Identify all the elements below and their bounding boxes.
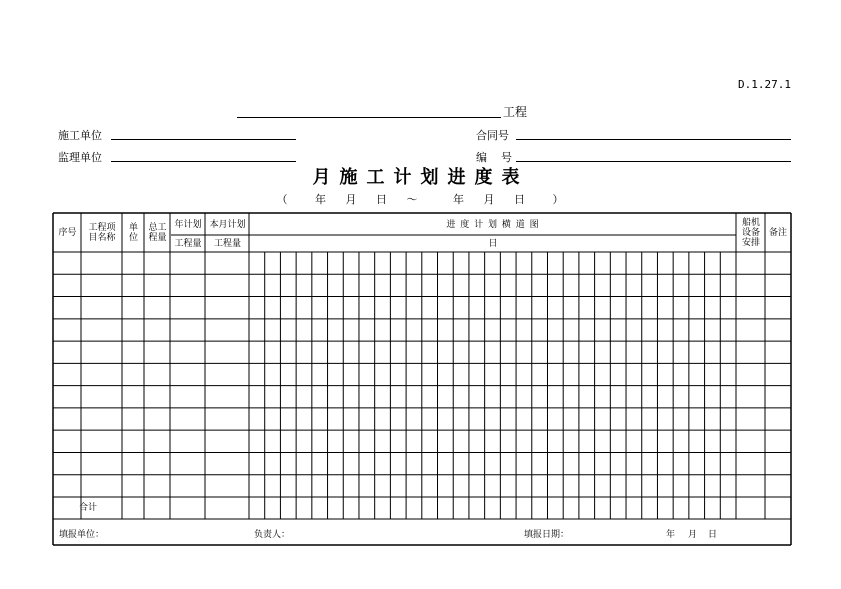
col-progress-header: 进 度 计 划 横 道 图 [446, 219, 540, 230]
col-equip-line2: 设备 [741, 227, 760, 238]
range-open: （ [276, 193, 289, 206]
col-equip-line1: 船机 [741, 217, 760, 228]
form-title: 月施工计划进度表 [312, 167, 529, 188]
col-item-line2: 目名称 [88, 232, 116, 243]
range-close: ） [552, 193, 565, 206]
contract-no-label: 合同号 [476, 129, 509, 142]
footer-month: 月 [688, 530, 698, 540]
col-unit-line2: 位 [128, 232, 138, 243]
footer-fill-unit-label: 填报单位： [59, 530, 105, 540]
col-month-qty-header: 工程量 [213, 239, 241, 249]
range-month-1: 月 [345, 193, 358, 206]
document-code: D.1.27.1 [738, 78, 791, 91]
col-equip-line3: 安排 [741, 237, 760, 248]
range-year-2: 年 [453, 193, 465, 206]
total-row-label: 合计 [78, 503, 97, 513]
col-remark-header: 备注 [768, 227, 787, 238]
col-month-plan-header: 本月计划 [209, 219, 246, 230]
col-unit-header [123, 213, 144, 252]
col-item-header [82, 213, 122, 252]
range-tilde: ～ [406, 193, 419, 206]
footer-year: 年 [666, 530, 676, 540]
supervision-unit-label: 监理单位 [58, 151, 102, 164]
col-total-line2: 程量 [148, 232, 167, 243]
construction-unit-label: 施工单位 [58, 129, 102, 142]
range-day-1: 日 [376, 193, 388, 206]
col-year-plan-header: 年计划 [174, 219, 202, 230]
range-day-2: 日 [514, 193, 526, 206]
col-seq-header: 序号 [58, 227, 77, 238]
col-total-line1: 总工 [148, 222, 167, 233]
range-month-2: 月 [483, 193, 496, 206]
range-year-1: 年 [315, 193, 327, 206]
footer-responsible-label: 负责人： [254, 530, 291, 540]
col-day-header: 日 [488, 239, 498, 249]
project-suffix: 工程 [503, 105, 528, 119]
col-total-header [145, 213, 170, 252]
footer-day: 日 [708, 530, 718, 540]
col-year-qty-header: 工程量 [174, 239, 202, 249]
col-equip-header [737, 213, 765, 252]
col-item-line1: 工程项 [88, 222, 116, 233]
footer-fill-date-label: 填报日期： [524, 530, 570, 540]
serial-no-label: 编 号 [476, 151, 512, 164]
col-unit-line1: 单 [128, 222, 138, 233]
